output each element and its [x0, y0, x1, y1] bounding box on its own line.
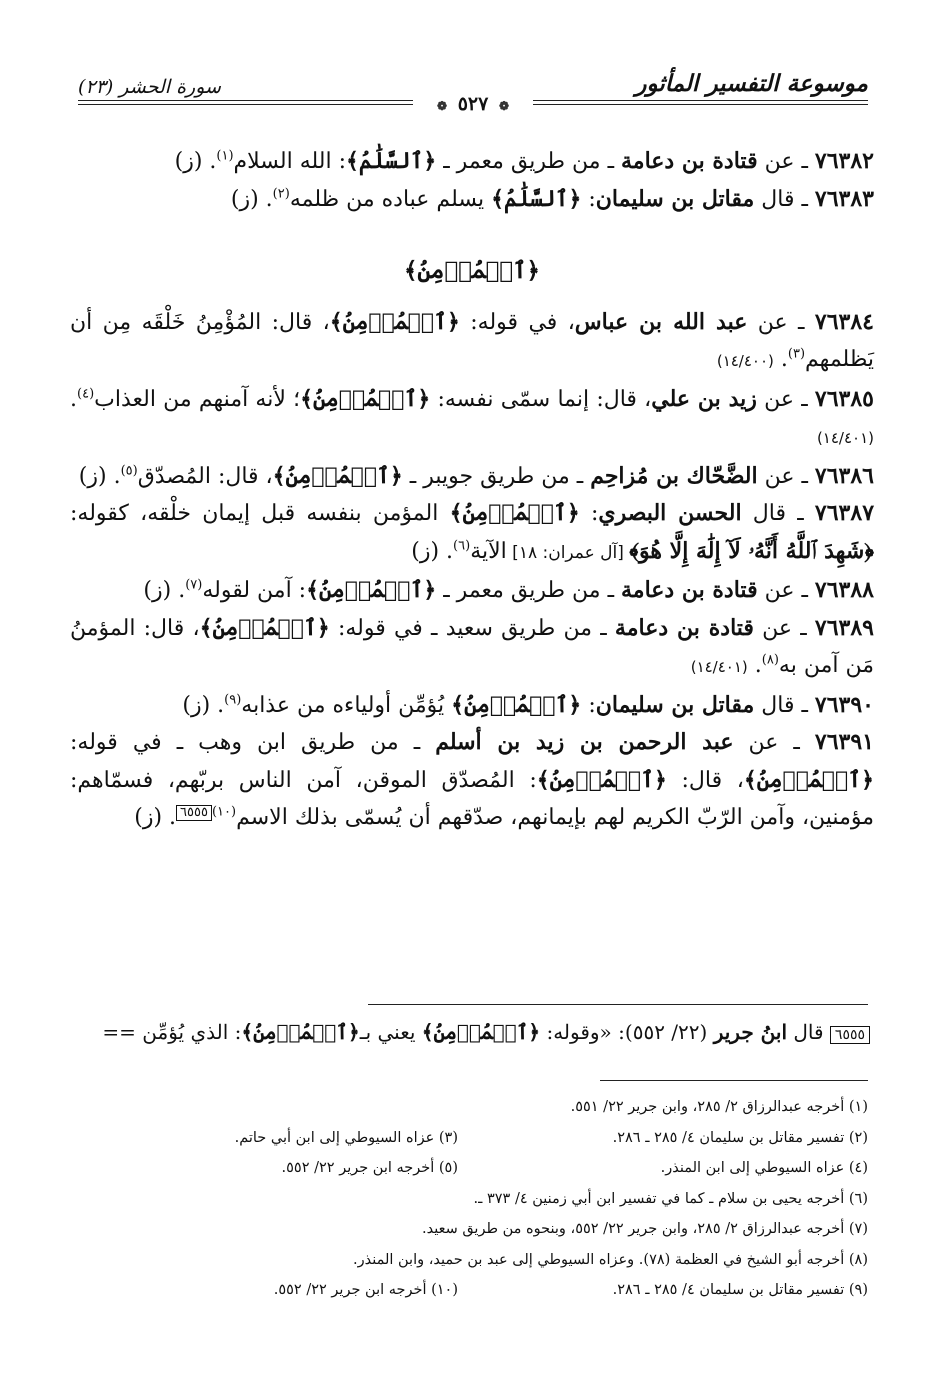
quran-word: ﴿ٱلۡمُؤۡمِنُ﴾	[306, 577, 437, 603]
entry-tail: .	[773, 347, 788, 372]
entry-text: :	[581, 692, 596, 718]
entry-text: : الله السلام	[233, 149, 347, 174]
quran-word: ﴿ٱلۡمُؤۡمِنُ﴾	[536, 766, 667, 793]
quran-word: ﴿ٱلۡمُؤۡمِنُ﴾	[300, 385, 431, 412]
quran-verse: ﴿شَهِدَ ٱللَّهُ أَنَّهُۥ لَآ إِلَٰهَ إِلَّا هُوَ﴾	[629, 537, 874, 564]
entry-text: ـ عن	[757, 149, 815, 174]
entry-text: ـ من طريق ابن وهب ـ في قوله:	[70, 730, 436, 755]
commentator-name: ابنُ جرير	[713, 1020, 788, 1044]
ornament-icon: ❁	[498, 99, 509, 113]
narrator-name: قتادة بن دعامة	[614, 614, 754, 641]
footnote: (٥) أخرجه ابن جرير ٢٢/ ٥٥٢.	[281, 1160, 458, 1176]
cross-reference-box[interactable]: ٦٥٥٥	[830, 1026, 870, 1044]
footnote-marker[interactable]: (٦)	[453, 538, 471, 554]
volume-reference: (١٤/٤٠١)	[690, 658, 748, 676]
narration-entry	[70, 687, 874, 725]
narrator-name: الضَّحّاك بن مُزاحِم	[590, 462, 758, 489]
entry-text: :	[581, 186, 596, 212]
page-number: ٥٢٧	[457, 93, 489, 115]
entry-number: ٧٦٣٩١	[814, 729, 874, 755]
section-heading: ﴿ٱلۡمُؤۡمِنُ﴾	[403, 257, 541, 284]
entry-text: ، قال: المُؤْمِنُ خَلْقَه مِن أن يَظلمهم	[70, 309, 874, 372]
commentary-text: : الذي يُؤمِّن ==	[102, 1020, 242, 1044]
footnote-row	[70, 1184, 868, 1215]
entry-text: ـ من طريق سعيد ـ في قوله:	[329, 615, 615, 641]
footnote-marker[interactable]: (٧)	[185, 577, 203, 593]
footnote-row	[70, 1153, 868, 1184]
volume-reference: (١٤/٤٠٠)	[716, 352, 774, 370]
footnote-marker[interactable]: (٣)	[787, 346, 806, 362]
entry-text: يُؤمِّن أولياءه من عذابه	[241, 692, 452, 718]
narration-entry	[70, 572, 874, 610]
footnote-row	[70, 1275, 868, 1306]
footnote-row	[70, 1214, 868, 1245]
footnote: (٢) تفسير مقاتل بن سليمان ٤/ ٢٨٥ ـ ٢٨٦.	[612, 1129, 868, 1146]
page-header	[78, 70, 868, 120]
narration-entry	[70, 181, 874, 219]
footnote-marker[interactable]: (١)	[216, 148, 234, 164]
footnote: (٣) عزاه السيوطي إلى ابن أبي حاتم.	[234, 1129, 458, 1146]
entry-text: يسلم عباده من ظلمه	[289, 186, 492, 212]
entry-number: ٧٦٣٨٣	[814, 185, 874, 212]
narration-entry	[70, 381, 874, 458]
quran-word: ﴿ٱلۡمُؤۡمِنُ﴾	[329, 308, 460, 335]
footnote: (٧) أخرجه عبدالرزاق ٢/ ٢٨٥، وابن جرير ٢٢/ ٥٥٢، وبنحوه من طريق سعيد.	[421, 1221, 868, 1237]
footnote-row	[70, 1092, 868, 1123]
entry-text: ـ عن	[757, 578, 815, 603]
entry-tail: . (ز)	[174, 149, 217, 174]
narrator-name: الحسن البصري	[598, 500, 742, 526]
entry-text: ـ عن	[757, 463, 815, 489]
narrator-name: قتادة بن دعامة	[621, 577, 758, 603]
commentary-text: قال	[787, 1020, 830, 1044]
quran-word: ﴿ٱلۡمُؤۡمِنُ﴾	[451, 691, 582, 718]
entry-text: ـ من طريق معمر ـ	[436, 149, 622, 174]
narration-entry	[70, 724, 874, 837]
entry-text: ، قال:	[666, 767, 744, 793]
quran-word: ﴿ٱلسَّلَٰمُ﴾	[346, 148, 437, 174]
entry-text: ، قال: إنما سمّى نفسه:	[430, 386, 652, 412]
narrator-name: قتادة بن دعامة	[621, 148, 758, 174]
entry-text: الآية	[470, 538, 507, 564]
quran-word: ﴿ٱلۡمُؤۡمِنُ﴾	[743, 766, 874, 793]
entry-tail: . (ز)	[411, 538, 454, 564]
entry-number: ٧٦٣٨٤	[814, 308, 874, 335]
entry-tail: .	[747, 653, 762, 678]
footnote: (٦) أخرجه يحيى بن سلام ـ كما في تفسير ابن أبي زمنين ٤/ ٣٧٣ ـ.	[473, 1190, 868, 1207]
footnote-marker[interactable]: (٤)	[77, 386, 95, 402]
footnote-marker[interactable]: (٨)	[761, 652, 779, 668]
entry-number: ٧٦٣٨٦	[814, 462, 874, 489]
entry-text: ـ قال	[741, 501, 815, 526]
entry-number: ٧٦٣٨٩	[814, 614, 874, 641]
entry-text: ، قال: المؤمنُ مَن آمن به	[70, 615, 874, 678]
entry-text: ـ من طريق معمر ـ	[436, 578, 622, 603]
narrator-name: زيد بن علي	[651, 385, 757, 412]
quran-word: ﴿ٱلۡمُؤۡمِنُ﴾	[421, 1020, 541, 1044]
footnote-marker[interactable]: (٥)	[120, 463, 138, 479]
quran-word: ﴿ٱلۡمُؤۡمِنُ﴾	[241, 1020, 360, 1044]
surah-title: سورة الحشر (٢٣)	[78, 76, 221, 98]
footnote-row	[70, 1245, 868, 1276]
footnotes	[70, 1092, 868, 1306]
narration-entry	[70, 304, 874, 381]
entry-text: : آمن لقوله	[202, 578, 307, 603]
narration-entry	[70, 610, 874, 687]
footnote: (٩) تفسير مقاتل بن سليمان ٤/ ٢٨٥ ـ ٢٨٦.	[612, 1282, 868, 1298]
narrator-name: عبد الله بن عباس	[574, 308, 748, 335]
narration-entry	[70, 458, 874, 496]
narrator-name: عبد الرحمن بن زيد بن أسلم	[435, 729, 734, 755]
entry-text: المؤمن بنفسه قبل إيمان خلْقه، كقوله:	[70, 501, 450, 526]
cross-reference-box[interactable]: ٦٥٥٥	[176, 805, 212, 821]
footnotes-divider	[600, 1080, 868, 1081]
entry-text: ـ عن	[753, 615, 815, 641]
entry-number: ٧٦٣٨٥	[814, 385, 874, 412]
entry-tail: . (ز)	[78, 463, 121, 489]
footnote-marker[interactable]: (١٠)	[211, 804, 237, 820]
entry-text: ، في قوله:	[459, 309, 575, 335]
entry-tail: . (ز)	[230, 186, 273, 212]
footnote: (٤) عزاه السيوطي إلى ابن المنذر.	[660, 1160, 868, 1176]
entry-text: ـ من طريق جويبر ـ	[402, 463, 591, 489]
book-title: موسوعة التفسير المأثور	[635, 70, 868, 97]
ornament-icon: ❁	[437, 99, 448, 113]
narration-entry	[70, 495, 874, 572]
entry-tail: . (ز)	[182, 692, 225, 718]
entry-number: ٧٦٣٨٨	[814, 577, 874, 603]
footnote-row	[70, 1123, 868, 1154]
footnote: (١٠) أخرجه ابن جرير ٢٢/ ٥٥٢.	[273, 1282, 458, 1298]
entry-text: ؛ لأنه آمنهم من العذاب	[94, 386, 301, 412]
footnote-marker[interactable]: (٩)	[224, 692, 242, 708]
entry-text: : المُصدّق الموقن، آمن الناس بربّهم، فسمّاهم: مؤمنين، وآمن الرّبّ الكريم لهم بإيمانهم، صدّقهم أن يُسمّى بذلك الاسم	[70, 767, 874, 830]
entry-number: ٧٦٣٩٠	[814, 691, 874, 718]
footnote: (٨) أخرجه أبو الشيخ في العظمة (٧٨). وعزاه السيوطي إلى عبد بن حميد، وابن المنذر.	[352, 1251, 868, 1268]
entry-number: ٧٦٣٨٢	[814, 148, 874, 174]
page-number-block	[413, 92, 533, 116]
entry-tail: . (ز)	[143, 578, 186, 603]
quran-word: ﴿ٱلۡمُؤۡمِنُ﴾	[199, 614, 330, 641]
entry-tail: . (ز)	[134, 805, 177, 830]
narrator-name: مقاتل بن سليمان	[595, 691, 755, 718]
commentary-text: يعني بـ	[359, 1020, 422, 1044]
entry-tail: .	[70, 386, 77, 412]
entry-text: ـ عن	[747, 309, 815, 335]
commentary-divider	[368, 1004, 868, 1005]
footnote: (١) أخرجه عبدالرزاق ٢/ ٢٨٥، وابن جرير ٢٢/ ٥٥١.	[570, 1099, 868, 1115]
entry-text: ـ قال	[754, 186, 815, 212]
entry-number: ٧٦٣٨٧	[814, 500, 875, 526]
quran-word: ﴿ٱلۡمُؤۡمِنُ﴾	[272, 462, 403, 489]
surah-reference: [آل عمران: ١٨]	[506, 542, 630, 563]
narrator-name: مقاتل بن سليمان	[595, 185, 755, 212]
entry-text: ـ قال	[754, 692, 815, 718]
entry-text: ـ عن	[756, 386, 815, 412]
entry-text: ـ عن	[733, 730, 815, 755]
footnote-marker[interactable]: (٢)	[272, 186, 290, 202]
commentary-text: (٢٢/ ٥٥٢): «وقوله:	[540, 1020, 714, 1044]
commentary-note	[36, 1017, 870, 1047]
entry-text: :	[579, 501, 599, 526]
narration-entry	[70, 143, 874, 181]
main-text	[70, 143, 874, 837]
quran-word: ﴿ٱلسَّلَٰمُ﴾	[491, 185, 582, 212]
entry-text: ، قال: المُصدّق	[137, 463, 273, 489]
volume-reference: (١٤/٤٠١)	[816, 429, 874, 447]
quran-word: ﴿ٱلۡمُؤۡمِنُ﴾	[449, 500, 580, 526]
